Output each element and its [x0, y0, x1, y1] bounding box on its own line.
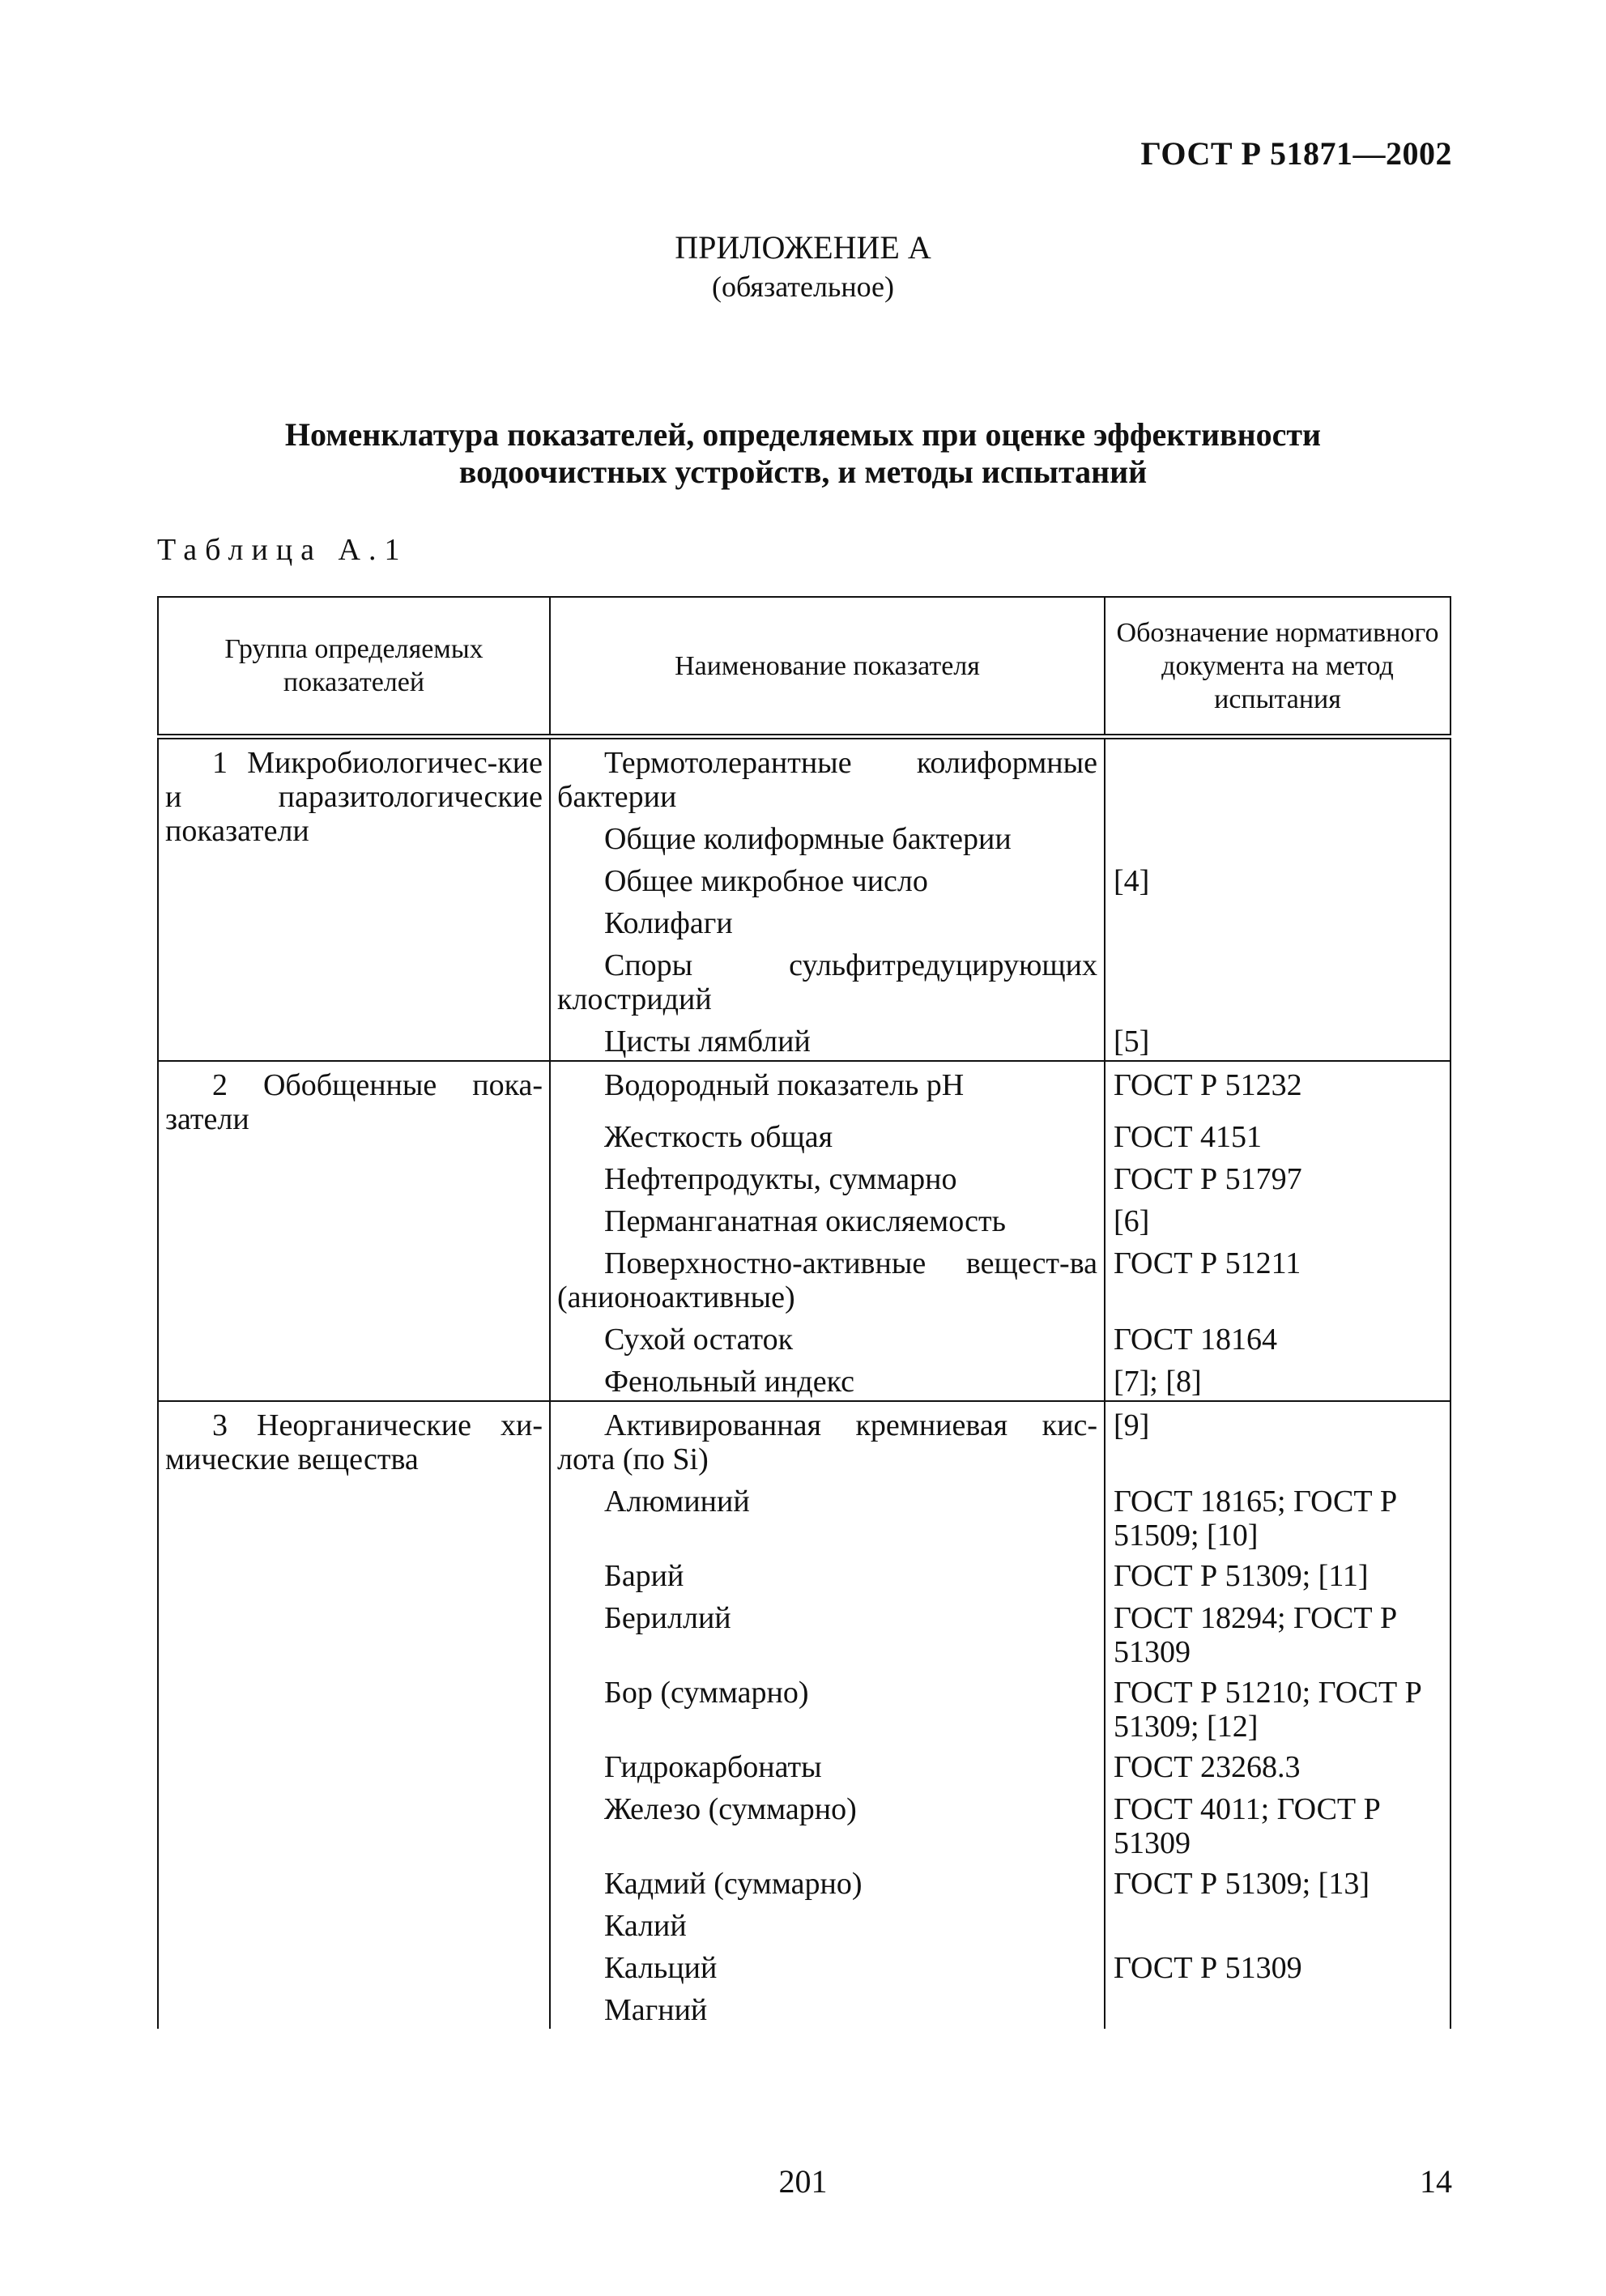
indicator-name: Водородный показатель pH — [550, 1061, 1105, 1114]
method-ref: ГОСТ Р 51309; [11] — [1105, 1553, 1451, 1595]
indicator-name: Барий — [550, 1553, 1105, 1595]
table-header-row — [158, 597, 1451, 737]
document-title — [0, 416, 1606, 491]
indicator-table — [157, 596, 1451, 2029]
indicator-name: Перманганатная окисляемость — [550, 1198, 1105, 1240]
method-ref: ГОСТ 4151 — [1105, 1114, 1451, 1156]
indicator-name: Сухой остаток — [550, 1316, 1105, 1358]
method-ref: ГОСТ 18164 — [1105, 1316, 1451, 1358]
indicator-name: Общие колиформные бактерии — [550, 816, 1105, 858]
method-ref: ГОСТ 18165; ГОСТ Р 51509; [10] — [1105, 1478, 1451, 1553]
indicator-name: Колифаги — [550, 900, 1105, 942]
indicator-name: Поверхностно-активные вещест-ва (анионоактивные) — [550, 1240, 1105, 1316]
method-ref: ГОСТ 4011; ГОСТ Р 51309 — [1105, 1786, 1451, 1860]
header-method: Обозначение нормативного документа на метод испытания — [1105, 597, 1451, 737]
header-name: Наименование показателя — [550, 597, 1105, 737]
method-ref: [6] — [1105, 1198, 1451, 1240]
document-title-line-2: водоочистных устройств, и методы испытаний — [458, 454, 1148, 490]
appendix-heading — [0, 228, 1606, 306]
indicator-name: Бериллий — [550, 1595, 1105, 1669]
indicator-name: Активированная кремниевая кис-лота (по Si) — [550, 1401, 1105, 1478]
method-ref — [1105, 942, 1451, 1018]
method-ref: ГОСТ Р 51309; [13] — [1105, 1860, 1451, 1902]
method-ref — [1105, 1987, 1451, 2029]
indicator-name: Цисты лямблий — [550, 1018, 1105, 1061]
indicator-name: Кадмий (суммарно) — [550, 1860, 1105, 1902]
method-ref: [4] — [1105, 858, 1451, 900]
table-row — [158, 737, 1451, 816]
indicator-name: Фенольный индекс — [550, 1358, 1105, 1401]
table-row — [158, 1401, 1451, 1478]
indicator-name: Алюминий — [550, 1478, 1105, 1553]
method-ref — [1105, 900, 1451, 942]
method-ref — [1105, 737, 1451, 816]
document-title-line-1: Номенклатура показателей, определяемых при оценке эффективности — [284, 416, 1322, 453]
header-group: Группа определяемых показателей — [158, 597, 550, 737]
indicator-name: Нефтепродукты, суммарно — [550, 1156, 1105, 1198]
indicator-name: Калий — [550, 1902, 1105, 1945]
method-ref: ГОСТ 23268.3 — [1105, 1744, 1451, 1786]
group-label: 2 Обобщенные пока-затели — [158, 1061, 550, 1401]
method-ref: [7]; [8] — [1105, 1358, 1451, 1401]
method-ref: ГОСТ Р 51797 — [1105, 1156, 1451, 1198]
indicator-name: Гидрокарбонаты — [550, 1744, 1105, 1786]
appendix-status: (обязательное) — [712, 270, 894, 303]
method-ref — [1105, 1902, 1451, 1945]
method-ref: ГОСТ Р 51210; ГОСТ Р 51309; [12] — [1105, 1669, 1451, 1744]
indicator-name: Магний — [550, 1987, 1105, 2029]
indicator-name: Железо (суммарно) — [550, 1786, 1105, 1860]
indicator-name: Термотолерантные колиформные бактерии — [550, 737, 1105, 816]
standard-code: ГОСТ Р 51871—2002 — [1140, 135, 1452, 172]
group-label: 1 Микробиологичес-кие и паразитологические показатели — [158, 737, 550, 1062]
method-ref: ГОСТ 18294; ГОСТ Р 51309 — [1105, 1595, 1451, 1669]
method-ref: ГОСТ Р 51309 — [1105, 1945, 1451, 1987]
table-caption: Таблица А.1 — [157, 533, 408, 567]
method-ref: ГОСТ Р 51232 — [1105, 1061, 1451, 1114]
appendix-title: ПРИЛОЖЕНИЕ А — [675, 229, 931, 266]
method-ref: ГОСТ Р 51211 — [1105, 1240, 1451, 1316]
group-label: 3 Неорганические хи-мические вещества — [158, 1401, 550, 2029]
indicator-name: Общее микробное число — [550, 858, 1105, 900]
page-number: 201 — [778, 2163, 828, 2200]
indicator-name: Кальций — [550, 1945, 1105, 1987]
method-ref: [5] — [1105, 1018, 1451, 1061]
indicator-name: Споры сульфитредуцирующих клостридий — [550, 942, 1105, 1018]
indicator-name: Жесткость общая — [550, 1114, 1105, 1156]
table-row — [158, 1061, 1451, 1114]
method-ref — [1105, 816, 1451, 858]
sheet-number: 14 — [1420, 2163, 1452, 2200]
method-ref: [9] — [1105, 1401, 1451, 1478]
indicator-name: Бор (суммарно) — [550, 1669, 1105, 1744]
